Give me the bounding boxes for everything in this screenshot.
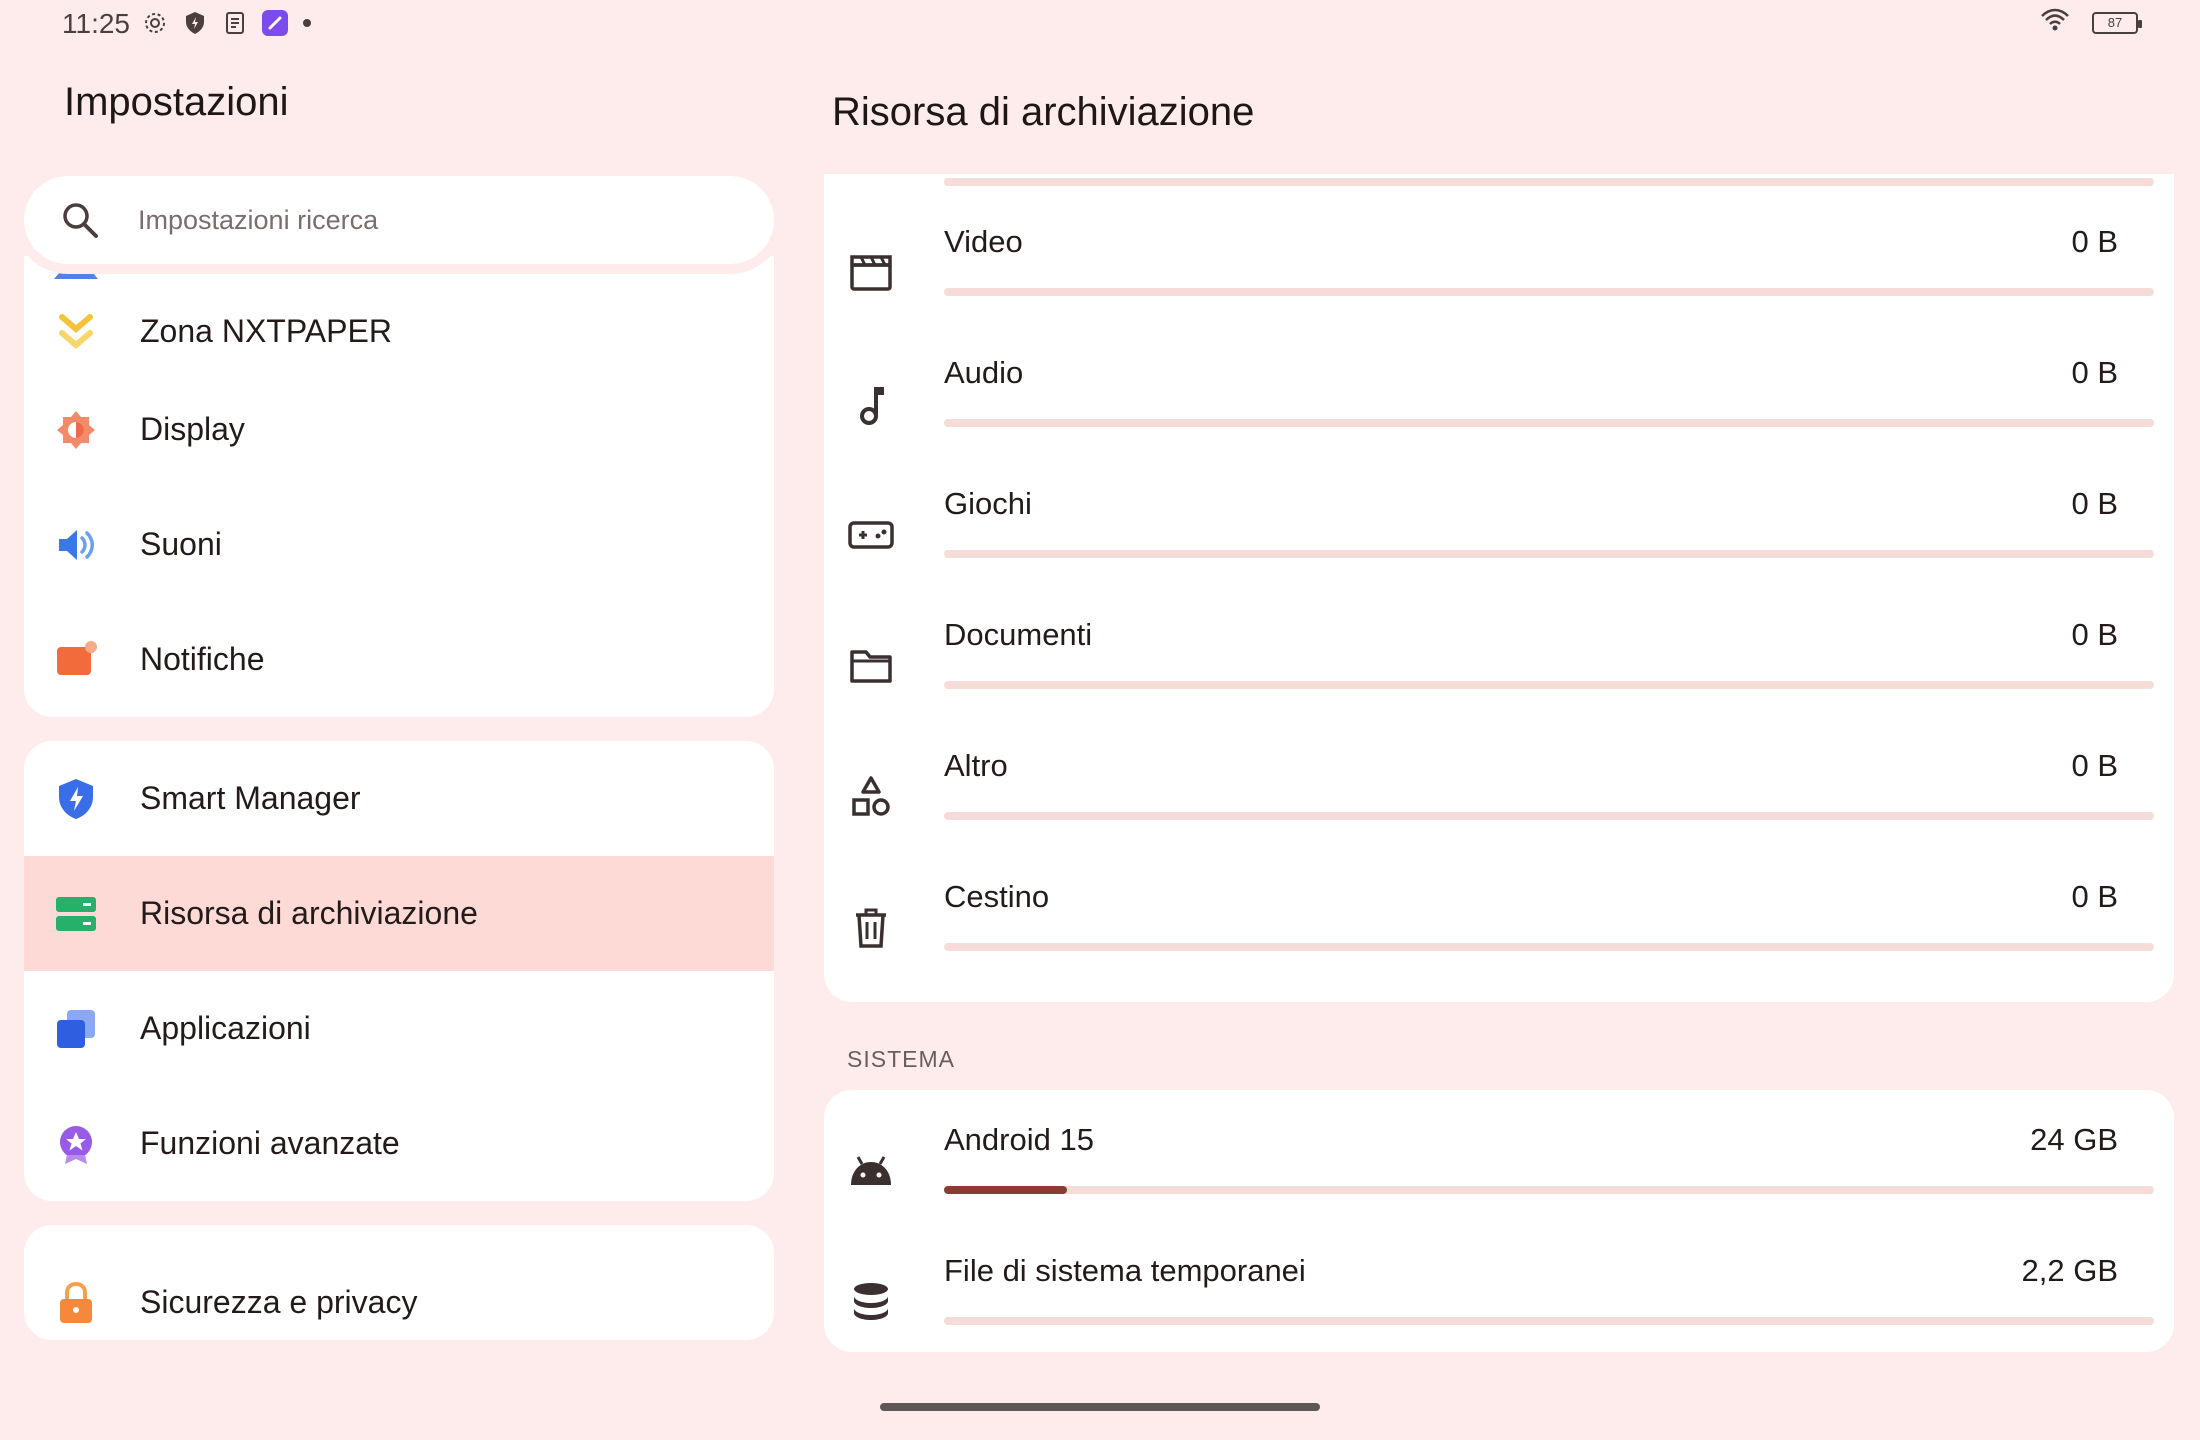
storage-icon	[54, 892, 98, 936]
storage-row-documents[interactable]	[824, 585, 2174, 716]
settings-item-apps[interactable]	[24, 971, 774, 1086]
android-icon	[848, 1148, 894, 1194]
settings-item-label: Suoni	[140, 526, 222, 562]
shield-status-icon	[182, 10, 208, 36]
settings-list[interactable]	[24, 256, 774, 1374]
settings-gear-icon	[142, 10, 168, 36]
gamepad-icon	[848, 512, 894, 558]
search-icon	[60, 200, 100, 240]
app-notification-icon	[262, 10, 288, 36]
storage-row-label: Video	[944, 224, 1023, 259]
settings-item-display[interactable]	[24, 372, 774, 487]
status-bar	[0, 0, 2200, 48]
storage-row-label: Altro	[944, 748, 1008, 783]
trash-icon	[848, 905, 894, 951]
storage-row-label: Android 15	[944, 1122, 1094, 1157]
page-title: Risorsa di archiviazione	[832, 90, 1255, 134]
settings-item-label: Notifiche	[140, 641, 265, 677]
nxtpaper-icon	[54, 309, 98, 353]
notification-icon	[54, 638, 98, 682]
storage-row-value: 0 B	[2071, 879, 2118, 914]
storage-row-games[interactable]	[824, 454, 2174, 585]
settings-search-bar[interactable]	[24, 176, 774, 264]
folder-icon	[848, 643, 894, 689]
database-icon	[848, 1279, 894, 1325]
storage-usage-bar	[944, 550, 2154, 558]
storage-row-value: 0 B	[2071, 355, 2118, 390]
settings-group-system	[24, 741, 774, 1201]
settings-title: Impostazioni	[64, 80, 289, 124]
settings-item-notifications[interactable]	[24, 602, 774, 717]
settings-item-security[interactable]	[24, 1225, 774, 1340]
settings-item-sounds[interactable]	[24, 487, 774, 602]
video-icon	[848, 250, 894, 296]
storage-row-label: Cestino	[944, 879, 1050, 914]
settings-item-label: Sicurezza e privacy	[140, 1284, 418, 1320]
storage-row-temp-files[interactable]	[824, 1221, 2174, 1352]
storage-usage-bar	[944, 1186, 2154, 1194]
storage-row-value: 24 GB	[2030, 1122, 2118, 1157]
storage-row-video[interactable]	[824, 192, 2174, 323]
settings-item-label: Risorsa di archiviazione	[140, 895, 478, 931]
section-header-system: SISTEMA	[847, 1046, 955, 1072]
apps-icon	[54, 1007, 98, 1051]
storage-row-audio[interactable]	[824, 323, 2174, 454]
settings-item-nxtpaper[interactable]	[24, 290, 774, 372]
storage-row-trash[interactable]	[824, 847, 2174, 978]
settings-item-label: Zona NXTPAPER	[140, 312, 392, 349]
storage-usage-bar	[944, 1317, 2154, 1325]
storage-usage-bar	[944, 288, 2154, 296]
settings-item-label: Applicazioni	[140, 1010, 311, 1046]
battery-indicator: 87	[2092, 12, 2138, 34]
music-note-icon	[848, 381, 894, 427]
settings-item-label: Funzioni avanzate	[140, 1125, 400, 1161]
storage-row-value: 2,2 GB	[2021, 1253, 2118, 1288]
storage-row-label: Documenti	[944, 617, 1093, 652]
lock-icon	[54, 1281, 98, 1325]
storage-usage-bar-top	[944, 178, 2154, 186]
storage-row-label: File di sistema temporanei	[944, 1253, 1306, 1288]
settings-item-label: Smart Manager	[140, 780, 361, 816]
storage-row-value: 0 B	[2071, 224, 2118, 259]
settings-group-display	[24, 256, 774, 717]
sound-icon	[54, 523, 98, 567]
settings-item-label: Display	[140, 411, 245, 447]
shield-icon	[54, 777, 98, 821]
settings-item-advanced[interactable]	[24, 1086, 774, 1201]
storage-usage-bar	[944, 812, 2154, 820]
storage-usage-bar	[944, 419, 2154, 427]
storage-row-value: 0 B	[2071, 617, 2118, 652]
more-dot-icon	[302, 10, 312, 36]
storage-row-label: Giochi	[944, 486, 1032, 521]
storage-usage-fill	[944, 1186, 1067, 1194]
settings-item-smart-manager[interactable]	[24, 741, 774, 856]
storage-row-value: 0 B	[2071, 748, 2118, 783]
storage-row-other[interactable]	[824, 716, 2174, 847]
status-time: 11:25	[62, 8, 130, 39]
status-icons	[142, 10, 312, 36]
storage-categories-card	[824, 174, 2174, 1002]
storage-row-value: 0 B	[2071, 486, 2118, 521]
shapes-icon	[848, 774, 894, 820]
wifi-icon	[2040, 8, 2070, 37]
settings-item-storage[interactable]	[24, 856, 774, 971]
storage-row-label: Audio	[944, 355, 1024, 390]
search-placeholder: Impostazioni ricerca	[138, 204, 379, 235]
settings-group-security	[24, 1225, 774, 1340]
storage-system-card	[824, 1090, 2174, 1352]
status-right	[2040, 8, 2138, 37]
star-badge-icon	[54, 1122, 98, 1166]
storage-usage-bar	[944, 681, 2154, 689]
home-gesture-handle[interactable]	[880, 1403, 1320, 1411]
storage-usage-bar	[944, 943, 2154, 951]
storage-row-android[interactable]	[824, 1090, 2174, 1221]
clipboard-icon	[222, 10, 248, 36]
display-icon	[54, 408, 98, 452]
